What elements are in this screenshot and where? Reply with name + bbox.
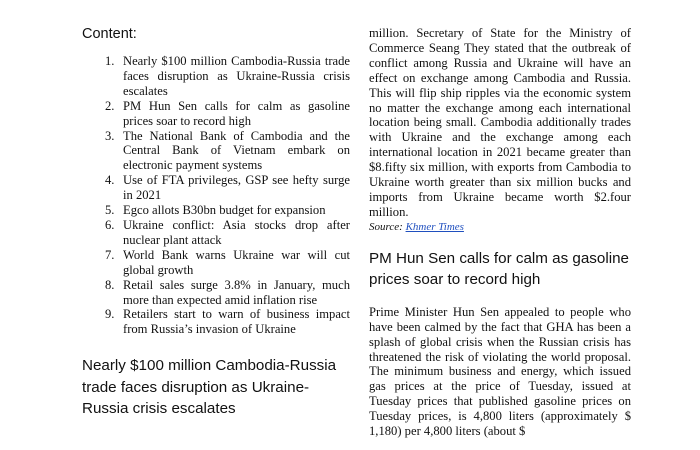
table-of-contents [82,54,350,337]
toc-number: 7. [105,247,115,262]
toc-number: 9. [105,307,115,322]
content-heading: Content: [82,26,137,42]
article-paragraph: million. Secretary of State for the Ministry of Commerce Seang They stated that the outbreak of conflict among Russia and Ukraine will have an effect on exchange among Cambodia and Russia. This will flip ship ripples via the economic system no matter the exchange among each international location being small. Cambodia additionally trades with Ukraine and the exchange among each international location in 2021 became greater than $8.fifty six million, with exports from Cambodia to Ukraine worth greater than six million bucks and imports from Ukraine became worth $2.four million. [369,26,631,219]
source-link[interactable]: Khmer Times [405,220,464,233]
toc-number: 3. [105,128,115,143]
toc-number: 4. [105,173,115,188]
section-heading: Nearly $100 million Cambodia-Russia trade faces disruption as Ukraine-Russia crisis escalates [82,357,337,418]
source-label: Source: [369,220,406,233]
toc-text: PM Hun Sen calls for calm as gasoline prices soar to record high [123,98,350,128]
toc-number: 6. [105,217,115,232]
toc-number: 8. [105,277,115,292]
toc-text: Retail sales surge 3.8% in January, much more than expected amid inflation rise [123,277,350,307]
toc-item [82,203,350,218]
toc-item [82,173,350,203]
toc-number: 2. [105,98,115,113]
toc-text: Retailers start to warn of business impact from Russia’s invasion of Ukraine [123,307,350,337]
toc-number: 5. [105,203,115,218]
toc-text: The National Bank of Cambodia and the Central Bank of Vietnam embark on electronic payment systems [123,128,350,173]
toc-text: Nearly $100 million Cambodia-Russia trade faces disruption as Ukraine-Russia crisis escalates [123,54,350,98]
toc-text: Egco allots B30bn budget for expansion [123,203,326,218]
toc-text: Ukraine conflict: Asia stocks drop after nuclear plant attack [123,217,350,247]
right-column [369,26,631,439]
article-paragraph: Prime Minister Hun Sen appealed to people who have been calmed by the fact that GHA has been a splash of global crisis when the Russian crisis has threatened the risk of violating the world proposal. The minimum business and energy, which issued gas prices at the price of Tuesday, issued at Tuesday prices that published gasoline prices on Tuesday prices, is 4,800 liters (approximately $ 1,180) per 4,800 liters (about $ [369,304,631,439]
toc-item [82,129,350,174]
toc-item [82,248,350,278]
toc-item [82,278,350,308]
toc-item [82,54,350,99]
toc-item [82,218,350,248]
toc-item [82,307,350,337]
section-heading: PM Hun Sen calls for calm as gasoline prices soar to record high [369,249,629,289]
toc-number: 1. [105,54,115,68]
toc-item [82,99,350,129]
toc-text: Use of FTA privileges, GSP see hefty surge in 2021 [123,173,350,203]
source-line [369,221,631,234]
left-column [82,26,350,420]
toc-text: World Bank warns Ukraine war will cut global growth [123,247,350,277]
